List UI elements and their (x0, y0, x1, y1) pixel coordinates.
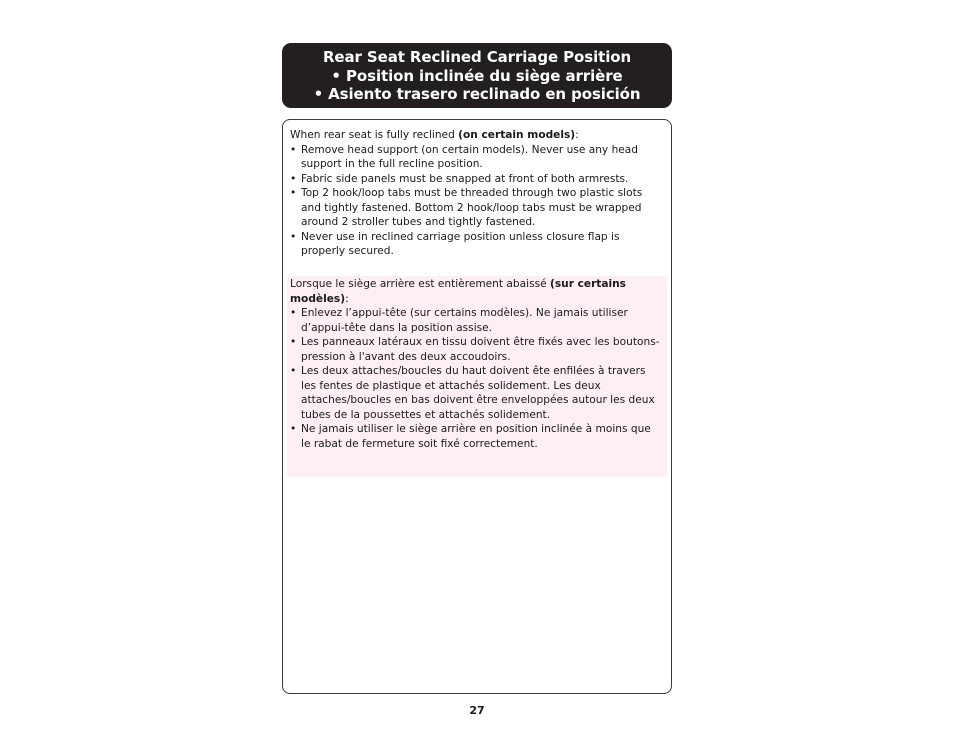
title-spanish: • Asiento trasero reclinado en posición (313, 85, 641, 104)
list-item (290, 335, 663, 364)
english-intro-end: : (575, 129, 579, 141)
list-item (290, 186, 663, 230)
list-item-text: Remove head support (on certain models). Never use any head support in the full recline position. (301, 143, 639, 170)
section-title-banner (282, 43, 672, 108)
list-item-text: Never use in reclined carriage position unless closure flap is properly secured. (301, 230, 620, 257)
list-item-text: Top 2 hook/loop tabs must be threaded through two plastic slots and tightly fastened. Bottom 2 hook/loop tabs must be wrapped around 2 stroller tubes and tightly fastened. (301, 187, 643, 228)
list-item (290, 364, 663, 422)
list-item-text: Enlevez l’appui-tête (sur certains modèles). Ne jamais utiliser d’appui-tête dans la position assise. (301, 307, 628, 334)
list-item (290, 230, 663, 259)
bullet-icon: • (290, 365, 297, 377)
french-bullet-list (290, 306, 663, 451)
french-instructions (287, 276, 667, 477)
list-item-text: Ne jamais utiliser le siège arrière en position inclinée à moins que le rabat de fermeture soit fixé correctement. (301, 423, 651, 450)
english-intro-text: When rear seat is fully reclined (290, 129, 459, 141)
list-item (290, 422, 663, 451)
french-intro-end: : (345, 292, 349, 305)
french-intro-text: Lorsque le siège arrière est entièrement abaissé (290, 278, 550, 290)
page-number: 27 (469, 704, 485, 717)
french-intro (290, 277, 663, 306)
bullet-icon: • (290, 423, 297, 435)
bullet-icon: • (290, 307, 297, 319)
instructions-panel (282, 119, 672, 694)
bullet-icon: • (290, 143, 297, 156)
bullet-icon: • (290, 230, 297, 243)
english-intro-bold: (on certain models) (458, 129, 576, 141)
list-item (290, 172, 663, 187)
list-item-text: Les panneaux latéraux en tissu doivent être fixés avec les boutons-pression à l'avant des deux accoudoirs. (301, 336, 660, 363)
french-intro-bold: (sur certains modèles) (290, 278, 626, 305)
bullet-icon: • (290, 187, 297, 199)
list-item (290, 306, 663, 335)
title-english: Rear Seat Reclined Carriage Position (322, 48, 632, 67)
list-item-text: Fabric side panels must be snapped at front of both armrests. (301, 172, 629, 185)
title-french: • Position inclinée du siège arrière (331, 66, 623, 85)
english-intro (290, 128, 663, 143)
english-instructions (287, 128, 667, 259)
bullet-icon: • (290, 336, 297, 348)
list-item-text: Les deux attaches/boucles du haut doivent ête enfilées à travers les fentes de plastique et attachés solidement. Les deux attaches/boucles en bas doivent être enveloppées autour les deux tubes de la poussettes et attachés solidement. (301, 365, 655, 421)
english-bullet-list (290, 143, 663, 259)
bullet-icon: • (290, 172, 297, 185)
list-item (290, 143, 663, 172)
